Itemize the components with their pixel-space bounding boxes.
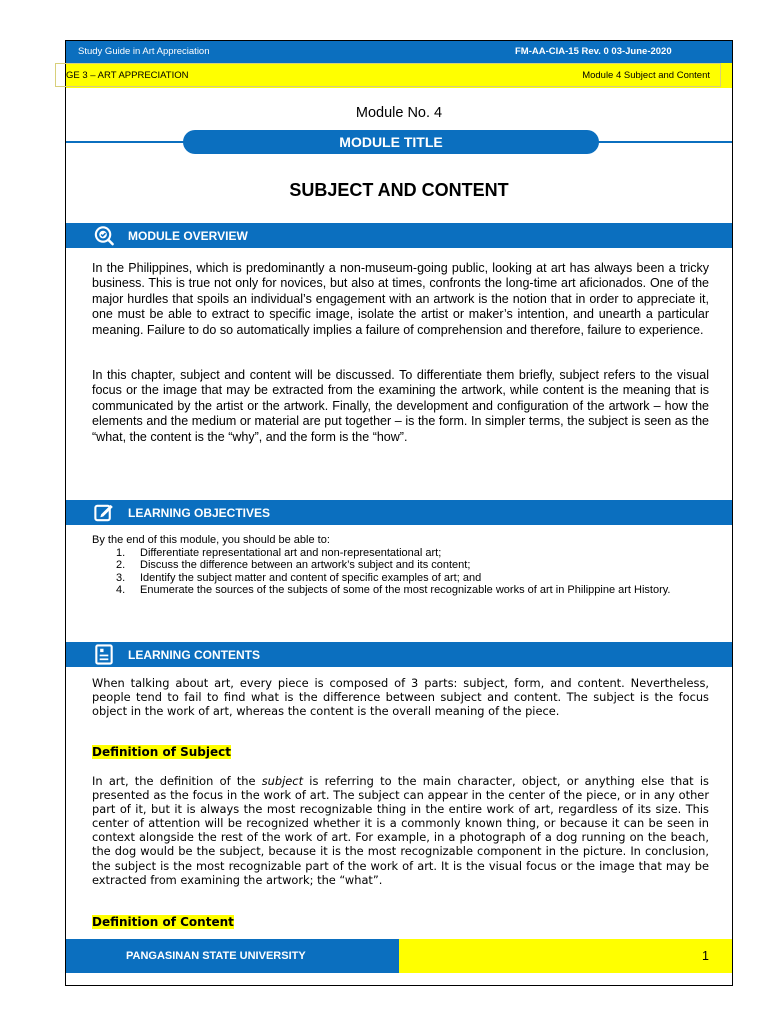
list-text: Identify the subject matter and content of specific examples of art; and	[140, 571, 482, 584]
list-number: 2.	[116, 559, 126, 572]
list-item	[116, 572, 710, 584]
emphasized-term: subject	[261, 774, 304, 788]
overview-paragraph-1: In the Philippines, which is predominantly a non-museum-going public, looking at art has always been a tricky business. This is true not only for novices, but also at times, confronts the long-time art aficionados. One of the major hurdles that spoils an individual’s engagement with an artwork is the notion that in order to appreciate it, one must be able to extract to specific image, isolate the artist or maker’s intention, and unearth a particular meaning. Failure to do so automatically implies a failure of comprehension and therefore, failure to experience.	[92, 261, 709, 337]
paragraph-text: In art, the definition of the	[92, 774, 262, 788]
document-list-icon	[92, 643, 116, 666]
page-header	[66, 41, 732, 63]
list-item	[116, 559, 710, 571]
footer-university	[66, 939, 399, 973]
module-label: Module 4 Subject and Content	[582, 70, 710, 81]
page	[65, 40, 733, 986]
subheading-text: Definition of Subject	[92, 745, 231, 759]
list-item	[116, 584, 710, 596]
section-title-objectives: LEARNING OBJECTIVES	[128, 506, 271, 520]
objectives-list	[116, 547, 710, 596]
list-text: Differentiate representational art and non-representational art;	[140, 547, 442, 559]
list-text: Discuss the difference between an artwork’s subject and its content;	[140, 559, 471, 572]
form-code: FM-AA-CIA-15 Rev. 0 03-June-2020	[515, 46, 672, 57]
objectives-intro: By the end of this module, you should be able to:	[92, 534, 330, 546]
contents-paragraph-2	[92, 774, 709, 887]
section-header-overview	[66, 223, 732, 248]
list-text: Enumerate the sources of the subjects of some of the most recognizable works of art in Philippine art History.	[140, 583, 671, 596]
course-label: GE 3 – ART APPRECIATION	[66, 70, 189, 81]
module-title-label: MODULE TITLE	[183, 130, 599, 154]
edit-pencil-icon	[92, 501, 116, 524]
footer-page	[399, 939, 733, 973]
section-header-objectives	[66, 500, 732, 525]
list-item	[116, 547, 710, 559]
list-number: 4.	[116, 583, 126, 596]
subheading-text: Definition of Content	[92, 915, 234, 929]
university-name: PANGASINAN STATE UNIVERSITY	[126, 950, 306, 962]
paragraph-text: is referring to the main character, object, or anything else that is presented as the focus in the work of art. The subject can appear in the center of the piece, or in any other part of it, but it is always the most recognizable thing in the entire work of art, regardless of its size. This center of attention will be recognized whether it is a commonly known thing, or because it can be seen in context alongside the rest of the work of art. For example, in a photograph of a dog running on the beach, the dog would be the subject, because it is the most recognizable component in the picture. In conclusion, the subject is the most recognizable part of the work of art. It is the visual focus or the image that may be extracted from examining the artwork; the “what”.	[92, 774, 709, 887]
subheading-definition-content	[92, 915, 234, 929]
subheading-definition-subject	[92, 745, 231, 759]
module-number: Module No. 4	[355, 105, 443, 121]
list-number: 1.	[116, 547, 126, 559]
guide-title: Study Guide in Art Appreciation	[78, 46, 210, 57]
page-title: SUBJECT AND CONTENT	[289, 180, 509, 200]
page-number: 1	[702, 949, 709, 963]
magnifier-check-icon	[92, 224, 116, 247]
overview-paragraph-2: In this chapter, subject and content will be discussed. To differentiate them briefly, subject refers to the visual focus or the image that may be extracted from the examining the artwork, while content is the meaning that is communicated by the artist or the artwork. Finally, the development and configuration of the artwork – how the elements and the medium or material are put together – is the form. In simpler terms, the subject is seen as the “what, the content is the “why”, and the form is the “how”.	[92, 368, 709, 444]
course-band	[66, 63, 732, 88]
section-title-contents: LEARNING CONTENTS	[128, 648, 260, 662]
contents-paragraph-1: When talking about art, every piece is composed of 3 parts: subject, form, and content. Nevertheless, people tend to fail to find what is the difference between subject and content. The subject is the focus object in the work of art, whereas the content is the overall meaning of the piece.	[92, 676, 709, 719]
list-number: 3.	[116, 571, 126, 584]
section-title-overview: MODULE OVERVIEW	[128, 229, 248, 243]
section-header-contents	[66, 642, 732, 667]
